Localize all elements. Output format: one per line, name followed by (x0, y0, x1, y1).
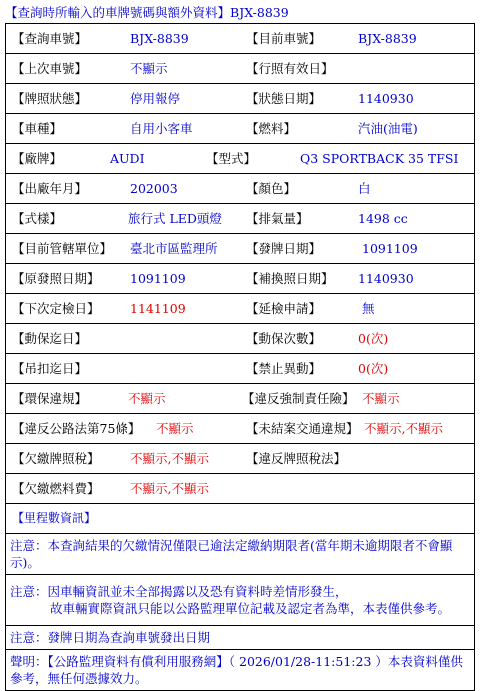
table-row (6, 204, 474, 234)
field-label: 【禁止異動】 (246, 361, 322, 376)
section-title: 【里程數資訊】 (12, 511, 97, 525)
field-value: 不顯示,不顯示 (130, 481, 209, 496)
count-unit: (次) (365, 331, 389, 346)
field-value (358, 354, 388, 383)
field-label: 【式樣】 (12, 211, 63, 226)
field-label: 【廠牌】 (12, 151, 63, 166)
note-label: 注意： (10, 630, 48, 645)
table-row (6, 294, 474, 324)
field-value: 不顯示 (128, 391, 166, 406)
field-label: 【目前車號】 (246, 31, 322, 46)
note-label: 聲明： (10, 654, 48, 669)
field-label: 【違反強制責任險】 (242, 391, 355, 406)
field-value: 1091109 (362, 241, 418, 256)
field-label: 【牌照狀態】 (12, 91, 88, 106)
note-label: 注意： (10, 538, 48, 553)
page-title (5, 3, 475, 23)
field-value: BJX-8839 (358, 31, 417, 46)
table-row (6, 384, 474, 414)
field-label: 【未結案交通違規】 (246, 421, 359, 436)
field-value: AUDI (110, 151, 145, 166)
mileage-section (6, 504, 474, 534)
note-label: 注意： (10, 584, 48, 599)
note-text: 本查詢結果的欠繳情況僅限已逾法定繳納期限者(當年期未逾期限者不會顯示)。 (10, 538, 453, 570)
report (5, 3, 475, 691)
field-label: 【欠繳牌照稅】 (12, 451, 100, 466)
table-row (6, 234, 474, 264)
count-value: 0 (358, 361, 366, 376)
field-value: 停用報停 (130, 91, 181, 106)
note-text: 【公路監理資料有償利用服務網】（ 2026/01/28-11:51:23 ）本表資料僅供參考，無任何憑據效力。 (10, 654, 463, 686)
field-value: 202003 (130, 181, 178, 196)
field-label: 【吊扣迄日】 (12, 361, 88, 376)
field-label: 【查詢車號】 (12, 31, 88, 46)
table-row (6, 24, 474, 54)
field-label: 【補換照日期】 (246, 271, 334, 286)
note-overdue (6, 534, 474, 575)
field-label: 【出廠年月】 (12, 181, 88, 196)
info-table (5, 23, 475, 691)
field-label: 【延檢申請】 (246, 301, 322, 316)
table-row (6, 54, 474, 84)
note-statement (6, 650, 474, 691)
field-value: 不顯示 (130, 61, 168, 76)
field-value (358, 324, 388, 353)
table-row (6, 414, 474, 444)
field-label: 【上次車號】 (12, 61, 88, 76)
field-label: 【行照有效日】 (246, 61, 334, 76)
field-value: Q3 SPORTBACK 35 TFSI (300, 151, 459, 166)
field-value: 不顯示,不顯示 (130, 451, 209, 466)
field-value: 1140930 (358, 271, 414, 286)
field-value: 1091109 (130, 271, 186, 286)
field-label: 【動保次數】 (246, 331, 322, 346)
count-unit: (次) (365, 361, 389, 376)
field-value: 無 (362, 301, 375, 316)
title-plate: BJX-8839 (230, 5, 289, 20)
field-value: 不顯示 (362, 391, 400, 406)
field-value: 1141109 (130, 301, 186, 316)
table-row (6, 114, 474, 144)
field-value: 旅行式 LED頭燈 (128, 211, 222, 226)
table-row (6, 324, 474, 354)
field-label: 【發牌日期】 (246, 241, 322, 256)
field-label: 【燃料】 (246, 121, 297, 136)
count-value: 0 (358, 331, 366, 346)
note-text: 因車輛資訊並未全部揭露以及恐有資料時差情形發生， (47, 584, 348, 599)
field-value: 1498 cc (358, 211, 408, 226)
field-value: BJX-8839 (130, 31, 189, 46)
title-label: 【查詢時所輸入的車牌號碼與額外資料】 (5, 5, 231, 20)
table-row (6, 174, 474, 204)
field-value: 不顯示,不顯示 (364, 421, 443, 436)
table-row (6, 354, 474, 384)
field-label: 【型式】 (206, 151, 257, 166)
table-row (6, 144, 474, 174)
field-label: 【狀態日期】 (246, 91, 322, 106)
table-row (6, 474, 474, 504)
field-value: 臺北市區監理所 (130, 241, 218, 256)
field-label: 【目前管轄單位】 (12, 241, 113, 256)
field-label: 【違反牌照稅法】 (246, 451, 347, 466)
note-issue-date (6, 626, 474, 650)
field-label: 【排氣量】 (246, 211, 309, 226)
note-disclosure (6, 575, 474, 626)
field-value: 白 (358, 181, 371, 196)
note-text-line2: 故車輛實際資訊只能以公路監理單位記載及認定者為準，本表僅供參考。 (50, 601, 451, 616)
field-value: 汽油(油電) (358, 121, 418, 136)
field-label: 【車種】 (12, 121, 63, 136)
table-row (6, 84, 474, 114)
field-value: 不顯示 (156, 421, 194, 436)
field-value: 1140930 (358, 91, 414, 106)
note-text: 發牌日期為查詢車號發出日期 (47, 630, 211, 645)
field-label: 【違反公路法第75條】 (12, 421, 141, 436)
field-label: 【動保迄日】 (12, 331, 88, 346)
table-row (6, 264, 474, 294)
field-label: 【環保違規】 (12, 391, 88, 406)
table-row (6, 444, 474, 474)
field-label: 【原發照日期】 (12, 271, 100, 286)
field-value: 自用小客車 (130, 121, 193, 136)
field-label: 【欠繳燃料費】 (12, 481, 100, 496)
field-label: 【顏色】 (246, 181, 297, 196)
field-label: 【下次定檢日】 (12, 301, 100, 316)
